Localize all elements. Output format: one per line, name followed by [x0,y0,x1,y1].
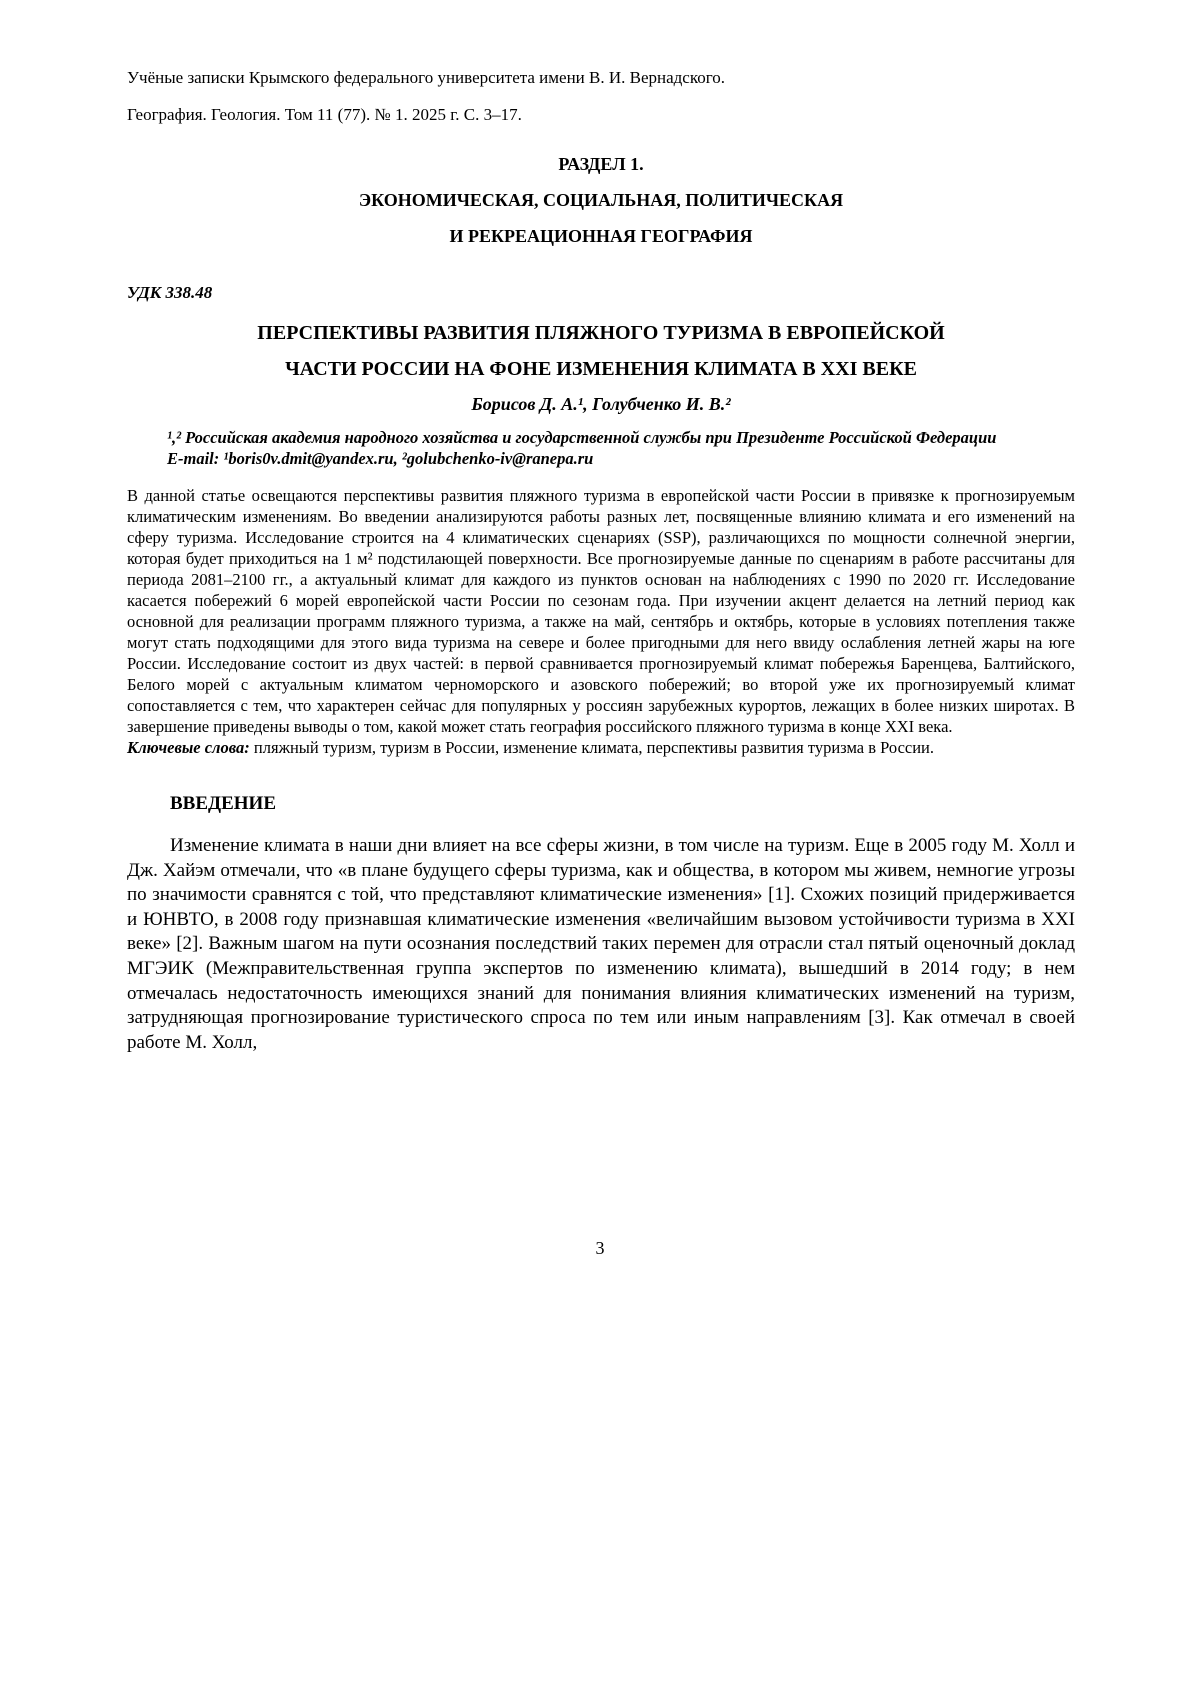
page-number: 3 [595,1238,605,1258]
keywords-paragraph [127,737,1075,758]
article-title-line1: ПЕРСПЕКТИВЫ РАЗВИТИЯ ПЛЯЖНОГО ТУРИЗМА В ЕВРОПЕЙСКОЙ [257,322,945,344]
authors-line: Борисов Д. А.¹, Голубченко И. В.² [471,394,731,414]
keywords-label: Ключевые слова: [127,738,254,757]
section-title-line1: ЭКОНОМИЧЕСКАЯ, СОЦИАЛЬНАЯ, ПОЛИТИЧЕСКАЯ [358,190,844,210]
page-content [127,68,1075,1055]
article-title-line2: ЧАСТИ РОССИИ НА ФОНЕ ИЗМЕНЕНИЯ КЛИМАТА В XXI ВЕКЕ [285,358,917,380]
introduction-heading: ВВЕДЕНИЕ [170,793,276,814]
keywords-text: пляжный туризм, туризм в России, изменение климата, перспективы развития туризма в России. [253,738,934,757]
section-number: РАЗДЕЛ 1. [558,154,644,174]
article-title [127,315,1075,387]
journal-header-line2: География. Геология. Том 11 (77). № 1. 2025 г. С. 3–17. [127,105,522,124]
journal-header-line1: Учёные записки Крымского федерального университета имени В. И. Вернадского. [127,68,726,87]
affiliation: ¹,² Российская академия народного хозяйства и государственной службы при Президенте Российской Федерации [167,428,997,447]
email-line: E-mail: ¹boris0v.dmit@yandex.ru, ²golubchenko-iv@ranepa.ru [167,449,594,468]
abstract-text: В данной статье освещаются перспективы развития пляжного туризма в европейской части России в привязке к прогнозируемым климатическим изменениям. Во введении анализируются работы разных лет, посвященные влиянию климата и его изменений на сферу туризма. Исследование строится на 4 климатических сценариях (SSP), различающихся по мощности солнечной энергии, которая будет приходиться на 1 м² подстилающей поверхности. Все прогнозируемые данные по сценариям в работе рассчитаны для периода 2081–2100 гг., а актуальный климат для каждого из пунктов основан на наблюдениях с 1990 по 2020 гг. Исследование касается побережий 6 морей европейской части России по сезонам года. При изучении акцент делается на летний период как основной для реализации программ пляжного туризма, а также на май, сентябрь и октябрь, которые в условиях потепления также могут стать подходящими для этого вида туризма на севере и более пригодными для него ввиду ослабления летней жары на юге России. Исследование состоит из двух частей: в первой сравнивается прогнозируемый климат побережья Баренцева, Балтийского, Белого морей с актуальным климатом черноморского и азовского побережий; во второй уже их прогнозируемый климат сопоставляется с тем, что характерен сейчас для популярных у россиян зарубежных курортов, лежащих в более низких широтах. В завершение приведены выводы о том, какой может стать география российского пляжного туризма в конце XXI века. [127,486,1075,736]
section-title-line2: И РЕКРЕАЦИОННАЯ ГЕОГРАФИЯ [449,226,753,246]
introduction-paragraph: Изменение климата в наши дни влияет на все сферы жизни, в том числе на туризм. Еще в 2005 году М. Холл и Дж. Хайэм отмечали, что «в плане будущего сферы туризма, как и общества, в котором мы живем, немногие угрозы по значимости сравнятся с той, что представляют климатические изменения» [1]. Схожих позиций придерживается и ЮНВТО, в 2008 году признавшая климатические изменения «величайшим вызовом устойчивости туризма в XXI веке» [2]. Важным шагом на пути осознания последствий таких перемен для отрасли стал пятый оценочный доклад МГЭИК (Межправительственная группа экспертов по изменению климата), вышедший в 2014 году; в нем отмечалась недостаточность имеющихся знаний для понимания влияния климатических изменений на туризм, затрудняющая прогнозирование туристического спроса по тем или иным направлениям [3]. Как отмечал в своей работе М. Холл, [127,835,1075,1053]
udk-code: УДК 338.48 [127,283,213,302]
